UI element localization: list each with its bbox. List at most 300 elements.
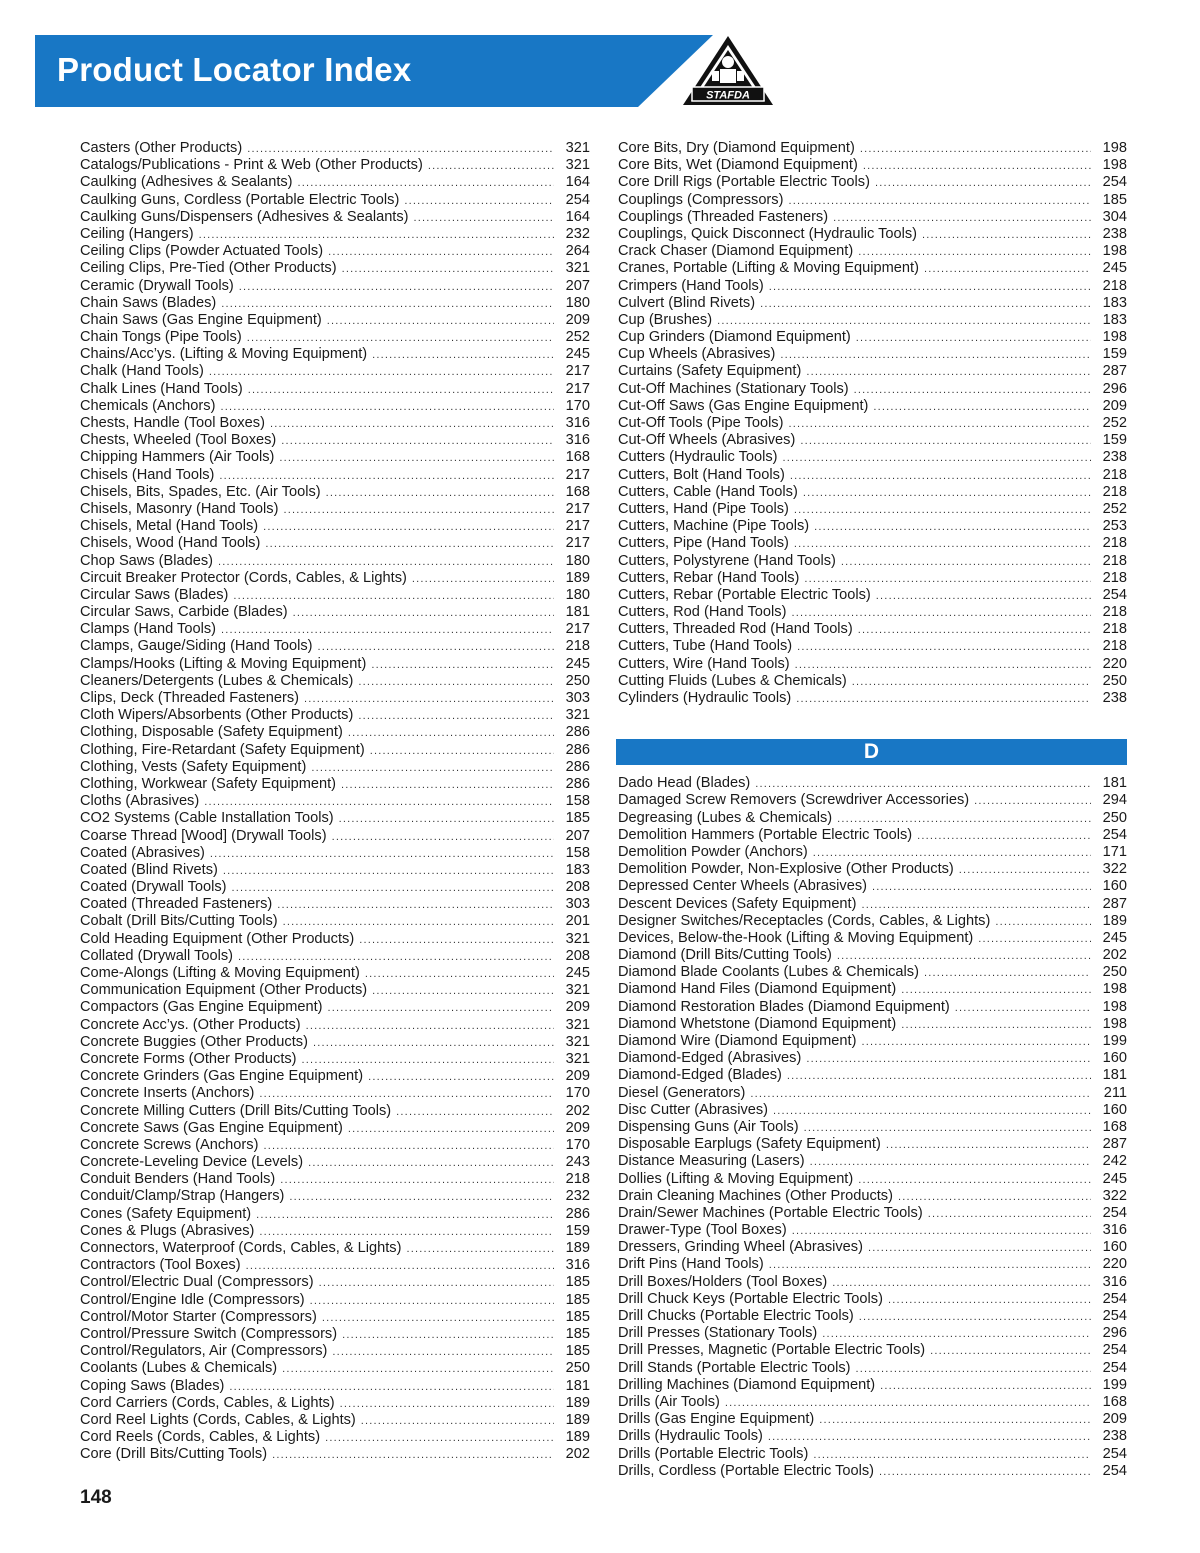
dot-leader <box>780 347 1091 364</box>
entry-name: Chisels, Masonry (Hand Tools) <box>80 500 279 517</box>
dot-leader <box>270 416 554 433</box>
entry-page: 232 <box>565 1188 590 1205</box>
dot-leader <box>725 1395 1091 1412</box>
entry-name: Control/Pressure Switch (Compressors) <box>80 1325 338 1342</box>
index-entry <box>80 1395 590 1412</box>
dot-leader <box>783 450 1092 467</box>
entry-page: 294 <box>1102 792 1127 809</box>
entry-page: 180 <box>565 294 590 311</box>
dot-leader <box>263 1138 554 1155</box>
dot-leader <box>810 1154 1091 1171</box>
entry-name: Concrete Screws (Anchors) <box>80 1136 259 1153</box>
entry-name: Coolants (Lubes & Chemicals) <box>80 1360 278 1377</box>
entry-name: Coarse Thread [Wood] (Drywall Tools) <box>80 827 327 844</box>
index-entry <box>618 673 1127 690</box>
entry-page: 245 <box>565 655 590 672</box>
index-entry <box>80 1292 590 1309</box>
entry-name: Chests, Wheeled (Tool Boxes) <box>80 432 277 449</box>
dot-leader <box>886 1137 1091 1154</box>
entry-name: Circular Saws (Blades) <box>80 586 229 603</box>
index-entry <box>618 260 1127 277</box>
dot-leader <box>901 1017 1091 1034</box>
index-entry <box>80 999 590 1016</box>
index-entry <box>80 862 590 879</box>
dot-leader <box>342 261 554 278</box>
index-entry <box>80 724 590 741</box>
dot-leader <box>358 674 554 691</box>
entry-page: 321 <box>565 982 590 999</box>
entry-page: 238 <box>1102 449 1127 466</box>
dot-leader <box>361 1413 554 1430</box>
entry-page: 160 <box>1102 1101 1127 1118</box>
entry-page: 218 <box>565 1171 590 1188</box>
index-entry <box>618 999 1127 1016</box>
entry-name: Drain Cleaning Machines (Other Products) <box>618 1187 893 1204</box>
entry-page: 211 <box>1103 1084 1127 1101</box>
index-entry <box>80 1429 590 1446</box>
entry-page: 243 <box>565 1154 590 1171</box>
index-entry <box>80 140 590 157</box>
entry-name: Cleaners/Detergents (Lubes & Chemicals) <box>80 672 354 689</box>
entry-name: Ceiling (Hangers) <box>80 225 194 242</box>
dot-leader <box>860 141 1091 158</box>
page-title: Product Locator Index <box>57 51 412 88</box>
entry-page: 287 <box>1102 363 1127 380</box>
dot-leader <box>199 227 554 244</box>
entry-page: 201 <box>565 913 590 930</box>
index-entry <box>618 1463 1127 1480</box>
entry-page: 170 <box>565 1085 590 1102</box>
entry-name: Control/Regulators, Air (Compressors) <box>80 1343 328 1360</box>
index-entry <box>80 759 590 776</box>
entry-name: Dressers, Grinding Wheel (Abrasives) <box>618 1239 863 1256</box>
entry-name: Ceiling Clips, Pre-Tied (Other Products) <box>80 260 337 277</box>
index-entry <box>80 192 590 209</box>
index-entry <box>618 656 1127 673</box>
dot-leader <box>327 313 554 330</box>
dot-leader <box>322 1310 554 1327</box>
entry-name: Demolition Hammers (Portable Electric Tools) <box>618 826 913 843</box>
dot-leader <box>282 1361 554 1378</box>
index-entry <box>80 1154 590 1171</box>
entry-page: 218 <box>1102 277 1127 294</box>
entry-name: Diamond Blade Coolants (Lubes & Chemicals) <box>618 964 919 981</box>
dot-leader <box>794 536 1091 553</box>
index-entry <box>618 775 1127 792</box>
index-entry <box>618 1446 1127 1463</box>
entry-page: 296 <box>1102 1325 1127 1342</box>
index-entry <box>80 587 590 604</box>
entry-name: Cut-Off Wheels (Abrasives) <box>618 432 796 449</box>
dot-leader <box>298 175 554 192</box>
title-banner <box>35 35 1128 107</box>
entry-name: Cup Wheels (Abrasives) <box>618 346 776 363</box>
index-entry <box>618 346 1127 363</box>
dot-leader <box>872 879 1091 896</box>
index-entry <box>80 1120 590 1137</box>
index-entry <box>618 1050 1127 1067</box>
entry-page: 218 <box>1102 621 1127 638</box>
entry-name: Clamps, Gauge/Siding (Hand Tools) <box>80 638 313 655</box>
dot-leader <box>311 760 554 777</box>
index-entry <box>80 449 590 466</box>
dot-leader <box>239 279 554 296</box>
entry-page: 217 <box>565 621 590 638</box>
dot-leader <box>332 1344 554 1361</box>
index-entry <box>80 690 590 707</box>
entry-name: Chain Saws (Gas Engine Equipment) <box>80 311 322 328</box>
entry-page: 316 <box>565 1257 590 1274</box>
index-entry <box>618 398 1127 415</box>
entry-name: Cutters, Machine (Pipe Tools) <box>618 518 810 535</box>
entry-page: 250 <box>565 1360 590 1377</box>
index-entry <box>618 209 1127 226</box>
entry-page: 168 <box>1102 1118 1127 1135</box>
entry-page: 160 <box>1102 878 1127 895</box>
entry-name: Control/Motor Starter (Compressors) <box>80 1308 317 1325</box>
index-entry <box>80 157 590 174</box>
dot-leader <box>852 674 1091 691</box>
entry-page: 198 <box>1102 243 1127 260</box>
entry-name: Diamond Restoration Blades (Diamond Equipment) <box>618 998 950 1015</box>
index-entry <box>618 1136 1127 1153</box>
entry-page: 217 <box>565 518 590 535</box>
index-entry <box>80 1274 590 1291</box>
entry-page: 254 <box>1102 1445 1127 1462</box>
dot-leader <box>259 1224 554 1241</box>
index-entry <box>80 1446 590 1463</box>
index-entry <box>618 174 1127 191</box>
entry-page: 199 <box>1102 1033 1127 1049</box>
entry-name: Chain Saws (Blades) <box>80 294 217 311</box>
index-entry <box>80 278 590 295</box>
index-entry <box>618 1342 1127 1359</box>
index-entry <box>80 673 590 690</box>
entry-page: 322 <box>1102 1187 1127 1204</box>
dot-leader <box>858 622 1091 639</box>
dot-leader <box>978 931 1091 948</box>
entry-name: Cutters (Hydraulic Tools) <box>618 449 778 466</box>
entry-name: Clothing, Disposable (Safety Equipment) <box>80 724 343 741</box>
dot-leader <box>318 639 554 656</box>
index-entry <box>618 844 1127 861</box>
entry-name: Collated (Drywall Tools) <box>80 947 234 964</box>
entry-page: 209 <box>565 311 590 328</box>
index-entry <box>80 1309 590 1326</box>
dot-leader <box>768 1429 1091 1446</box>
index-entry <box>80 965 590 982</box>
dot-leader <box>930 1343 1091 1360</box>
index-entry <box>80 467 590 484</box>
entry-name: Depressed Center Wheels (Abrasives) <box>618 878 867 895</box>
dot-leader <box>814 519 1091 536</box>
dot-leader <box>248 382 554 399</box>
entry-page: 185 <box>1102 191 1127 208</box>
index-entry <box>80 828 590 845</box>
index-entry <box>618 312 1127 329</box>
dot-leader <box>265 536 554 553</box>
dot-leader <box>281 433 554 450</box>
dot-leader <box>404 193 554 210</box>
dot-leader <box>348 1121 554 1138</box>
entry-page: 254 <box>1102 1204 1127 1221</box>
index-entry <box>618 587 1127 604</box>
entry-name: Devices, Below-the-Hook (Lifting & Moving Equipment) <box>618 929 974 946</box>
dot-leader <box>879 1464 1091 1481</box>
entry-page: 304 <box>1102 208 1127 225</box>
dot-leader <box>370 743 554 760</box>
dot-leader <box>795 657 1091 674</box>
index-entry <box>80 776 590 793</box>
entry-page: 286 <box>565 741 590 758</box>
dot-leader <box>326 485 554 502</box>
dot-leader <box>368 1069 554 1086</box>
index-entry <box>80 707 590 724</box>
entry-name: Drills (Gas Engine Equipment) <box>618 1411 815 1428</box>
entry-page: 316 <box>1102 1273 1127 1290</box>
index-entry <box>80 346 590 363</box>
entry-name: Clothing, Fire-Retardant (Safety Equipment) <box>80 741 365 758</box>
index-entry <box>80 570 590 587</box>
index-entry <box>618 827 1127 844</box>
entry-name: Conduit/Clamp/Strap (Hangers) <box>80 1188 285 1205</box>
index-entry <box>80 931 590 948</box>
entry-name: Clothing, Workwear (Safety Equipment) <box>80 775 337 792</box>
index-entry <box>80 518 590 535</box>
entry-page: 238 <box>1102 225 1127 242</box>
index-entry <box>618 415 1127 432</box>
entry-page: 316 <box>565 432 590 449</box>
dot-leader <box>790 468 1091 485</box>
entry-page: 209 <box>1102 1411 1127 1428</box>
dot-leader <box>232 880 554 897</box>
dot-leader <box>219 468 554 485</box>
entry-name: Drain/Sewer Machines (Portable Electric Tools) <box>618 1204 923 1221</box>
entry-page: 252 <box>1102 415 1127 431</box>
entry-name: Drift Pins (Hand Tools) <box>618 1256 764 1273</box>
entry-page: 245 <box>1102 1170 1127 1187</box>
index-entry <box>80 793 590 810</box>
entry-name: Coated (Blind Rivets) <box>80 861 218 878</box>
entry-name: Drills, Cordless (Portable Electric Tools) <box>618 1462 875 1479</box>
dot-leader <box>788 416 1091 433</box>
entry-name: Diamond Wire (Diamond Equipment) <box>618 1033 857 1049</box>
entry-name: Curtains (Safety Equipment) <box>618 363 802 380</box>
entry-name: Core Bits, Dry (Diamond Equipment) <box>618 140 855 156</box>
entry-name: Culvert (Blind Rivets) <box>618 294 756 311</box>
entry-page: 218 <box>1102 535 1127 552</box>
dot-leader <box>246 1258 554 1275</box>
entry-name: Cylinders (Hydraulic Tools) <box>618 690 792 706</box>
index-entry <box>80 260 590 277</box>
entry-name: Crack Chaser (Diamond Equipment) <box>618 243 854 260</box>
entry-page: 218 <box>1102 552 1127 569</box>
dot-leader <box>272 1447 554 1464</box>
entry-page: 159 <box>565 1222 590 1239</box>
dot-leader <box>428 158 554 175</box>
entry-name: Cutters, Cable (Hand Tools) <box>618 483 798 500</box>
index-column-left <box>80 140 590 1463</box>
entry-name: Cutters, Rebar (Portable Electric Tools) <box>618 586 871 603</box>
dot-leader <box>959 862 1091 879</box>
index-entry <box>80 243 590 260</box>
entry-page: 198 <box>1102 998 1127 1015</box>
entry-page: 181 <box>565 604 590 621</box>
entry-page: 254 <box>1102 174 1127 191</box>
entry-name: Cord Reel Lights (Cords, Cables, & Lights) <box>80 1411 356 1428</box>
entry-name: Concrete Forms (Other Products) <box>80 1050 297 1067</box>
index-entry <box>80 535 590 552</box>
entry-name: Cutters, Threaded Rod (Hand Tools) <box>618 621 853 638</box>
dot-leader <box>822 1326 1091 1343</box>
index-entry <box>618 1308 1127 1325</box>
dot-leader <box>806 364 1091 381</box>
dot-leader <box>221 296 554 313</box>
dot-leader <box>813 845 1091 862</box>
stafda-logo <box>682 35 774 107</box>
index-entry <box>618 192 1127 209</box>
index-entry <box>80 1412 590 1429</box>
entry-page: 198 <box>1102 981 1127 998</box>
entry-page: 168 <box>565 449 590 466</box>
entry-page: 209 <box>565 999 590 1016</box>
entry-page: 252 <box>565 329 590 346</box>
entry-name: Degreasing (Lubes & Chemicals) <box>618 809 833 826</box>
dot-leader <box>856 330 1091 347</box>
index-entry <box>618 1411 1127 1428</box>
index-entry <box>618 930 1127 947</box>
entry-page: 321 <box>565 707 590 724</box>
entry-page: 189 <box>565 1411 590 1428</box>
dot-leader <box>760 296 1091 313</box>
entry-name: Chipping Hammers (Air Tools) <box>80 449 275 466</box>
dot-leader <box>339 811 554 828</box>
dot-leader <box>888 1292 1091 1309</box>
index-entry <box>80 1068 590 1085</box>
entry-page: 238 <box>1102 690 1127 706</box>
dot-leader <box>372 347 554 364</box>
dot-leader <box>304 691 554 708</box>
entry-name: Coated (Threaded Fasteners) <box>80 896 273 913</box>
entry-name: Coated (Drywall Tools) <box>80 879 227 896</box>
entry-page: 245 <box>565 346 590 363</box>
entry-name: Cloth Wipers/Absorbents (Other Products) <box>80 707 354 724</box>
entry-page: 198 <box>1102 1015 1127 1032</box>
entry-page: 168 <box>1102 1393 1127 1410</box>
entry-name: Disposable Earplugs (Safety Equipment) <box>618 1136 881 1153</box>
entry-page: 181 <box>1102 775 1127 792</box>
entry-name: Concrete Grinders (Gas Engine Equipment) <box>80 1068 364 1085</box>
entry-name: Casters (Other Products) <box>80 140 243 156</box>
entry-name: Conduit Benders (Hand Tools) <box>80 1171 276 1188</box>
dot-leader <box>917 828 1091 845</box>
entry-page: 321 <box>565 1016 590 1033</box>
dot-leader <box>898 1189 1091 1206</box>
entry-page: 181 <box>1102 1067 1127 1084</box>
entry-name: Distance Measuring (Lasers) <box>618 1153 805 1170</box>
index-entry <box>618 1428 1127 1445</box>
dot-leader <box>371 657 554 674</box>
entry-name: Crimpers (Hand Tools) <box>618 277 764 294</box>
index-entry <box>618 140 1127 157</box>
index-entry <box>618 810 1127 827</box>
index-entry <box>618 878 1127 895</box>
entry-name: Connectors, Waterproof (Cords, Cables, & Lights) <box>80 1240 402 1256</box>
dot-leader <box>247 141 554 158</box>
entry-page: 254 <box>565 191 590 208</box>
entry-page: 253 <box>1102 518 1127 535</box>
entry-name: Concrete-Leveling Device (Levels) <box>80 1154 304 1171</box>
entry-page: 254 <box>1102 1308 1127 1324</box>
index-entry <box>618 1033 1127 1050</box>
index-entry <box>618 792 1127 809</box>
dot-leader <box>924 965 1091 982</box>
entry-page: 250 <box>1102 672 1127 689</box>
entry-page: 322 <box>1102 861 1127 878</box>
dot-leader <box>791 605 1091 622</box>
entry-name: Cones & Plugs (Abrasives) <box>80 1222 255 1239</box>
entry-name: Drawer-Type (Tool Boxes) <box>618 1222 787 1239</box>
entry-page: 217 <box>565 363 590 380</box>
index-entry <box>80 1223 590 1240</box>
index-entry <box>618 329 1127 346</box>
entry-page: 303 <box>565 896 590 913</box>
index-entry <box>80 1103 590 1120</box>
entry-page: 217 <box>565 500 590 517</box>
entry-name: Circular Saws, Carbide (Blades) <box>80 604 288 621</box>
entry-page: 185 <box>565 1343 590 1360</box>
index-entry <box>80 1360 590 1377</box>
entry-name: Diamond Whetstone (Diamond Equipment) <box>618 1015 897 1032</box>
entry-name: Clips, Deck (Threaded Fasteners) <box>80 690 299 706</box>
dot-leader <box>310 1293 554 1310</box>
index-entry <box>618 570 1127 587</box>
index-entry <box>618 1239 1127 1256</box>
entry-page: 183 <box>565 861 590 878</box>
entry-name: Drill Chucks (Portable Electric Tools) <box>618 1308 854 1324</box>
entry-name: Couplings, Quick Disconnect (Hydraulic Tools) <box>618 225 918 242</box>
index-entry <box>618 913 1127 930</box>
entry-name: Drills (Portable Electric Tools) <box>618 1445 809 1462</box>
dot-leader <box>277 897 554 914</box>
dot-leader <box>302 1052 554 1069</box>
dot-leader <box>995 914 1091 931</box>
index-entry <box>80 295 590 312</box>
entry-page: 245 <box>1102 929 1127 946</box>
entry-page: 189 <box>565 1240 590 1256</box>
entry-name: Dado Head (Blades) <box>618 775 751 792</box>
entry-page: 303 <box>565 690 590 706</box>
entry-name: Catalogs/Publications - Print & Web (Other Products) <box>80 157 423 174</box>
entry-name: Cranes, Portable (Lifting & Moving Equipment) <box>618 260 919 277</box>
entry-page: 189 <box>565 1394 590 1411</box>
dot-leader <box>218 554 554 571</box>
entry-page: 321 <box>565 140 590 156</box>
entry-name: Cutters, Polystyrene (Hand Tools) <box>618 552 836 569</box>
dot-leader <box>342 1327 554 1344</box>
index-entry <box>618 1360 1127 1377</box>
index-entry <box>618 1291 1127 1308</box>
entry-page: 189 <box>565 1429 590 1446</box>
index-entry <box>80 1343 590 1360</box>
logo-text: STAFDA <box>706 89 750 102</box>
index-entry <box>80 742 590 759</box>
dot-leader <box>796 691 1091 708</box>
page-number: 148 <box>80 1487 112 1508</box>
dot-leader <box>841 554 1091 571</box>
entry-name: Clothing, Vests (Safety Equipment) <box>80 758 307 775</box>
index-list-c-continued <box>618 140 1127 707</box>
